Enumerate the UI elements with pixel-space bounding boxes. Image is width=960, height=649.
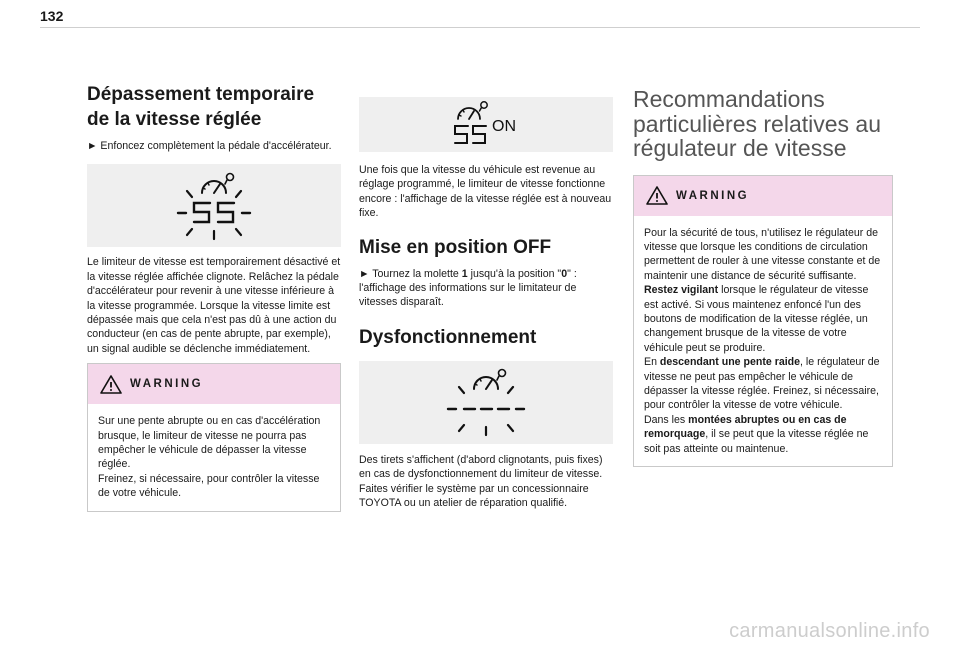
- warning-box-cruise-control: [633, 175, 893, 468]
- warning-header: [88, 364, 340, 404]
- warning-text-brake: Freinez, si nécessaire, pour contrôler la vitesse de votre véhicule.: [98, 472, 320, 500]
- warning-body: [88, 404, 340, 510]
- column-recommendations: [633, 87, 893, 467]
- temporary-deactivation-text: Le limiteur de vitesse est temporairement désactivé et la vitesse réglée affichée clignote. Relâchez la pédale d'accélérateur pour revenir à une vitesse inférieure à la vitesse programmée. Lorsque la vitesse limite est dépassée mais que cela n'est pas dû à une action du conducteur (en cas de pente abrupte, par exemple), un signal audible se déclenche immédiatement.: [87, 256, 341, 355]
- wheel-number: 1: [461, 267, 468, 280]
- figure-dashes-display: [359, 361, 613, 444]
- warning-vigilant-text: Restez vigilant lorsque le régulateur de vitesse est activé. Si vous maintenez enfoncé l'un des boutons de modification de la vitesse réglée, un changement brusque de la vitesse de votre véhicule peut se produire.: [644, 284, 869, 354]
- warning-triangle-icon: [646, 186, 668, 205]
- step-turn-wheel-off: ► Tournez la molette 1 jusqu'à la position "0" : l'affichage des informations sur le limitateur de vitesses disparaît.: [359, 267, 577, 309]
- warning-title: WARNING: [676, 189, 750, 202]
- malfunction-service-text: Faites vérifier le système par un concessionnaire TOYOTA ou un atelier de réparation qualifié.: [359, 482, 589, 510]
- warning-safety-text: Pour la sécurité de tous, n'utilisez le régulateur de vitesse que lorsque les conditions de circulation permettent de rouler à une vitesse constante et de maintenir une distance de sécurité suffisante.: [644, 226, 881, 282]
- section-heading-temporary-overspeed: Dépassement temporaire de la vitesse réglée: [87, 84, 315, 130]
- speed-returned-text: Une fois que la vitesse du véhicule est revenue au réglage programmé, le limiteur de vitesse fonctionne encore : l'affichage de la vitesse réglée est à nouveau fixe.: [359, 164, 612, 220]
- speed-limiter-on-icon: [444, 99, 528, 151]
- step-press-accelerator: ► Enfoncez complètement la pédale d'accélérateur.: [87, 140, 332, 152]
- watermark: carmanualsonline.info: [729, 620, 930, 642]
- section-heading-recommendations: Recommandations particulières relatives au régulateur de vitesse: [633, 86, 882, 161]
- warning-box-steep-slope: [87, 363, 341, 511]
- figure-speed-fixed-display: [359, 97, 613, 152]
- malfunction-dashes-icon: [436, 365, 536, 439]
- section-heading-malfunction: Dysfonctionnement: [359, 326, 537, 348]
- page-number: 132: [40, 8, 64, 24]
- warning-header: [634, 176, 892, 216]
- warning-downhill-text: En descendant une pente raide, le régulateur de vitesse ne peut pas empêcher le véhicule de dépasser la vitesse réglée. Freinez, si nécessaire, pour contrôler la vitesse de votre véhicule.: [644, 356, 880, 412]
- blinking-speed-limiter-icon: [164, 169, 264, 243]
- position-zero: 0: [561, 267, 568, 280]
- warning-triangle-icon: [100, 375, 122, 394]
- warning-title: WARNING: [130, 378, 204, 391]
- malfunction-dashes-text: Des tirets s'affichent (d'abord clignotants, puis fixes) en cas de dysfonctionnement du limiteur de vitesse.: [359, 453, 603, 481]
- warning-body: [634, 216, 892, 467]
- section-heading-off: Mise en position OFF: [359, 236, 552, 258]
- column-temporary-overspeed: [87, 82, 341, 512]
- column-off-malfunction: [359, 97, 613, 510]
- header-divider: [40, 27, 920, 28]
- warning-text-slope: Sur une pente abrupte ou en cas d'accélération brusque, le limiteur de vitesse ne pourra pas empêcher le véhicule de dépasser la vitesse réglée.: [98, 415, 321, 471]
- warning-uphill-text: Dans les montées abruptes ou en cas de remorquage, il se peut que la vitesse réglée ne soit pas atteinte ou maintenue.: [644, 413, 869, 455]
- figure-blinking-speed-display: [87, 164, 341, 247]
- on-label: ON: [492, 117, 516, 135]
